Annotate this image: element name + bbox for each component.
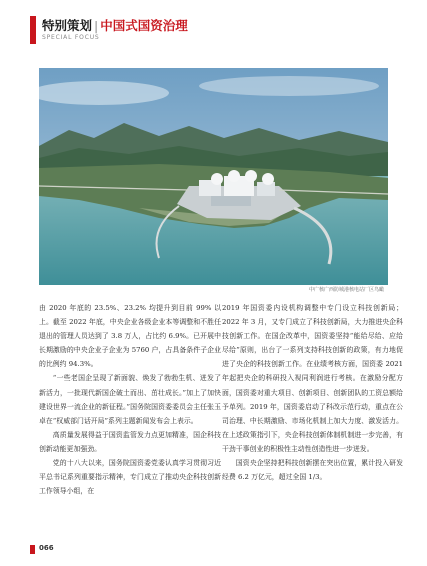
- footer-accent-bar: [30, 545, 35, 554]
- paragraph: 高质量发展得益于国资监管发力点更加精准，国企科技创新动能更加强劲。: [39, 430, 221, 453]
- paragraph: 党的十八大以来，国务院国资委党委认真学习贯彻习近平总书记系列重要指示精神，专门成立了推动央企科技创新工作领导小组，在: [39, 459, 221, 496]
- paragraph: “一些老国企呈现了新面貌、焕发了勃勃生机、迸发了新活力，一批现代新国企破土而出、茁壮成长。”加上了加快建设世界一流企业的新征程。”国务院国资委委员会主任张玉卓在“权威部门话开局”系列主题新闻发布会上表示。: [39, 374, 221, 425]
- left-text-column: [39, 301, 221, 498]
- paragraph: 国资央企坚持把科技创新摆在突出位置，累计投入研发经费 6.2 万亿元，超过全国 1/3。: [222, 459, 403, 482]
- right-text-column: [222, 301, 403, 484]
- paragraph: 2019 年国资委内设机构调整中专门设立科技创新局；2022 年 3 月，又专门成立了科技创新局，大力推进央企科技创新工作。在国企改革中，国资委坚持“能给尽给、应给尽给”原则，出台了一系列支持科技创新的政策，有力地促进了央企的科技创新工作。在业绩考核方面，国资委 2021 年起把央企的科研投入视同利润进行考核。在激励分配方面，国资委对重大项目、创新项目、创新团队的工资总额给予单列。2019 年，国资委启动了科改示范行动，重点在公司治理、中长期激励、市场化机制上加大力度、激发活力。在上述政策指引下，央企科技创新体制机制进一步完善，有干劲干事创业的积极性主动性创造性进一步迸发。: [222, 304, 403, 453]
- page-number: 066: [39, 544, 54, 552]
- nuclear-plant-aerial-photo: [39, 68, 388, 285]
- header-accent-bar: [30, 16, 36, 44]
- section-title: [42, 16, 188, 34]
- section-header: [30, 14, 410, 48]
- paragraph: 由 2020 年底的 23.5%、23.2% 均提升到目前 99% 以上。截至 2022 年底，中央企业各级企业本等调整和不胜任退出的管理人员达到了 3.8 万人，占比约 6.9%。已开展中长期激励的中央企业子企业为 5760 户，占具备条件子企业的比例约 94.3%。: [39, 304, 221, 369]
- subsection-name: 中国式国资治理: [100, 18, 188, 33]
- section-english-title: SPECIAL FOCUS: [42, 34, 100, 41]
- section-name: 特别策划: [42, 18, 93, 33]
- section-separator: |: [94, 18, 99, 33]
- photo-caption: 中广核广西防城港核电站厂区鸟瞰: [308, 287, 384, 293]
